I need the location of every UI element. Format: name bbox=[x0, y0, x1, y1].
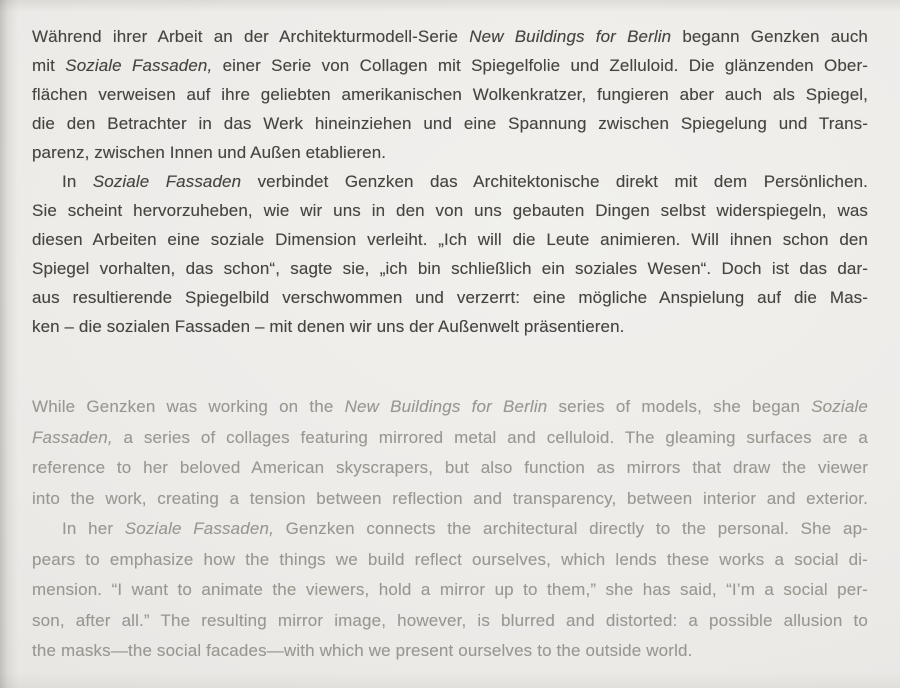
text-line: into the work, creating a tension between reflection and transparency, between interior and exterior. bbox=[32, 488, 868, 508]
text-line: reference to her beloved American skyscrapers, but also function as mirrors that draw the viewer bbox=[32, 458, 868, 477]
text-line: Während ihrer Arbeit an der Architekturmodell-Serie New Buildings for Berlin begann Genzken auch bbox=[32, 27, 868, 46]
text-line: Spiegel vorhalten, das schon“, sagte sie, „ich bin schließlich ein soziales Wesen“. Doch ist das dar- bbox=[32, 259, 868, 278]
text-line: aus resultierende Spiegelbild verschwommen und verzerrt: eine mögliche Anspielung auf die Mas- bbox=[32, 288, 868, 307]
text-line: Fassaden, a series of collages featuring mirrored metal and celluloid. The gleaming surfaces are a bbox=[32, 427, 868, 447]
text-line: son, after all.” The resulting mirror image, however, is blurred and distorted: a possible allusion to bbox=[32, 610, 868, 630]
text-line: mit Soziale Fassaden, einer Serie von Collagen mit Spiegelfolie und Zelluloid. Die glänzenden Ober- bbox=[32, 56, 868, 75]
text-line: In her Soziale Fassaden, Genzken connects the architectural directly to the personal. She ap- bbox=[62, 519, 868, 538]
text-line: ken – die sozialen Fassaden – mit denen wir uns der Außenwelt präsentieren. bbox=[32, 317, 625, 336]
text-line: In Soziale Fassaden verbindet Genzken das Architektonische direkt mit dem Persönlichen. bbox=[62, 172, 868, 191]
text-line: the masks—the social facades—with which we present ourselves to the outside world. bbox=[32, 641, 693, 660]
text-line: Sie scheint hervorzuheben, wie wir uns in den von uns gebauten Dingen selbst widerspiegeln, was bbox=[32, 201, 868, 220]
german-text-block bbox=[32, 22, 868, 341]
english-text-block bbox=[32, 392, 868, 667]
text-line: pears to emphasize how the things we build reflect ourselves, which lends these works a social di- bbox=[32, 549, 868, 569]
text-line: mension. “I want to animate the viewers, hold a mirror up to them,” she has said, “I’m a social per- bbox=[32, 580, 868, 599]
text-line: diesen Arbeiten eine soziale Dimension verleiht. „Ich will die Leute animieren. Will ihnen schon den bbox=[32, 230, 868, 249]
text-line: While Genzken was working on the New Buildings for Berlin series of models, she began Soziale bbox=[32, 397, 868, 416]
text-line: die den Betrachter in das Werk hineinziehen und eine Spannung zwischen Spiegelung und Trans- bbox=[32, 114, 868, 133]
text-line: flächen verweisen auf ihre geliebten amerikanischen Wolkenkratzer, fungieren aber auch als Spiegel, bbox=[32, 85, 868, 104]
text-line: parenz, zwischen Innen und Außen etablieren. bbox=[32, 143, 387, 162]
